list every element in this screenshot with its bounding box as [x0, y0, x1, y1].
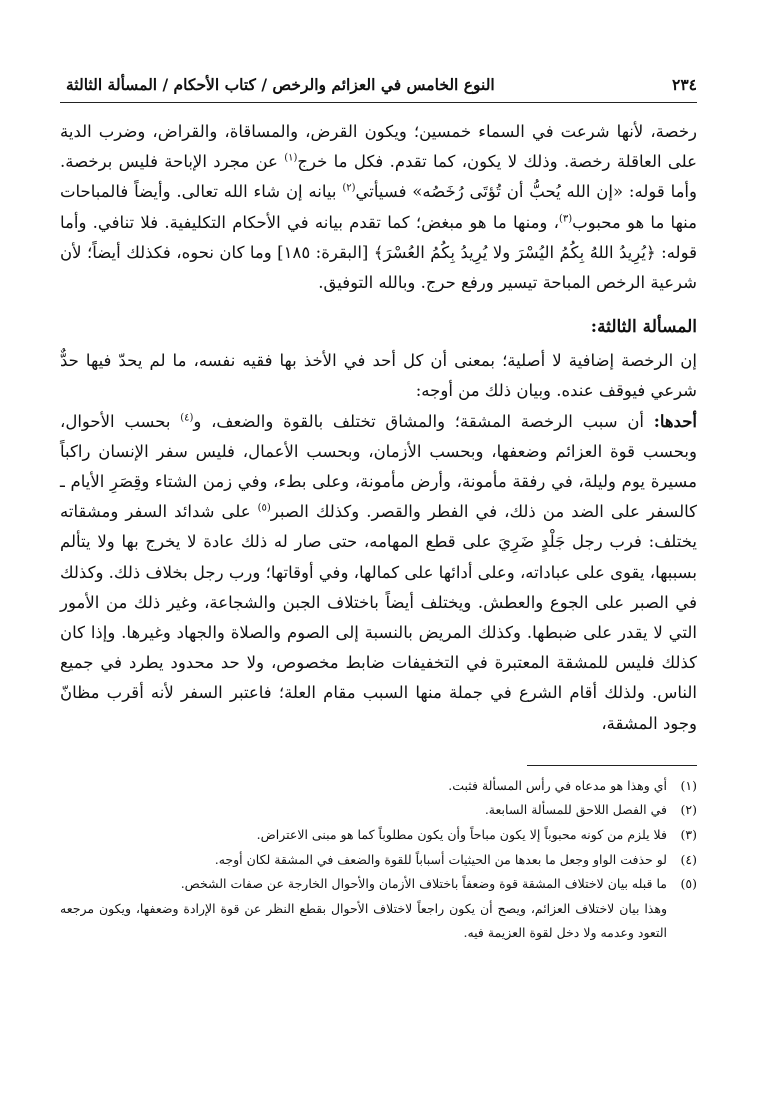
main-text — [60, 117, 697, 739]
footnote-number: (٤) — [680, 851, 697, 867]
footnote-continuation: وهذا بيان لاختلاف العزائم، ويصح أن يكون راجعاً لاختلاف الأحوال بقطع النظر عن قوة الإرادة وضعفها، ويكون مرجعه التعود وعدمه ولا دخل لقوة العزيمة فيه. — [60, 900, 667, 941]
footnote-ref-2[interactable]: (٢) — [342, 182, 356, 194]
footnote-separator — [527, 765, 697, 766]
intro-text-4: ، ومنها ما هو مبغض؛ كما تقدم بيانه في الأحكام التكليفية. فلا تنافي. وأما قوله: ﴿يُرِيدُ اللهُ بِكُمُ اليُسْرَ ولا يُرِيدُ بِكُمُ العُسْرَ﴾ [البقرة: ١٨٥] وما كان نحوه، فكذلك أيضاً؛ لأن شرعية الرخص المباحة تيسير ورفع حرج. وبالله التوفيق. — [60, 212, 697, 293]
section-paragraph-2 — [60, 407, 697, 739]
paragraph-2-text-b: بحسب الأحوال، وبحسب قوة العزائم وضعفها، وبحسب الأزمان، وبحسب الأعمال، فليس سفر الإنسان راكباً مسيرة يوم وليلة، في رفقة مأمونة، وأرض مأمونة، وعلى بطء، وفي زمن الشتاء وقِصَرِ الأيام ـ كالسفر على الضد من ذلك، في الفطر والقصر. وكذلك الصبر — [60, 411, 697, 522]
footnote-text: ما قبله بيان لاختلاف المشقة قوة وضعفاً باختلاف الأزمان والأحوال الخارجة عن صفات الشخص. — [180, 876, 667, 892]
running-title: النوع الخامس في العزائم والرخص / كتاب الأحكام / المسألة الثالثة — [66, 75, 495, 94]
footnote-item — [60, 798, 697, 823]
section-heading: المسألة الثالثة: — [590, 317, 697, 338]
footnotes — [60, 774, 697, 946]
intro-paragraph — [60, 117, 697, 298]
footnote-text: فلا يلزم من كونه محبوباً إلا يكون مباحاً وأن يكون مطلوباً كما هو مبنى الاعتراض. — [256, 827, 667, 843]
intro-text-2: عن مجرد الإباحة فليس برخصة. وأما قوله: «إن الله يُحبُّ أن تُؤتَى رُخَصُه» فسيأتي — [60, 152, 697, 202]
running-header — [60, 74, 697, 103]
footnote-number: (١) — [680, 777, 697, 793]
intro-text-3: بيانه إن شاء الله تعالى. وأيضاً فالمباحات منها ما هو محبوب — [60, 182, 697, 232]
footnote-text: أي وهذا هو مدعاه في رأس المسألة فثبت. — [448, 777, 667, 793]
footnote-item — [60, 774, 697, 799]
footnote-ref-5[interactable]: (٥) — [257, 502, 271, 514]
footnote-item — [60, 872, 697, 897]
footnote-item — [60, 823, 697, 848]
footnote-number: (٣) — [680, 827, 697, 843]
intro-text-1: رخصة، لأنها شرعت في السماء خمسين؛ ويكون القرض، والمساقاة، والقراض، وضرب الدية على العاقلة رخصة. وذلك لا يكون، كما تقدم. فكل ما خرج — [60, 122, 697, 172]
paragraph-2-text-c: على شدائد السفر ومشقاته يختلف: فرب رجل جَلْدٍ ضَرِيَ على قطع المهامه، حتى صار له ذلك عادة لا يخرج بها ولا يتألم بسببها، يقوى على عباداته، وعلى أدائها على كمالها، وفي أوقاتها؛ ورب رجل بخلاف ذلك. وكذلك في الصبر على الجوع والعطش. ويختلف أيضاً باختلاف الجبن والشجاعة، وغير ذلك من الأمور التي لا يقدر على ضبطها. وكذلك المريض بالنسبة إلى الصوم والصلاة والجهاد وغيرها. وإذا كان كذلك فليس للمشقة المعتبرة في التخفيفات ضابط مخصوص، ولا حد محدود يطرد في جميع الناس. ولذلك أقام الشرع في جملة منها السبب مقام العلة؛ فاعتبر السفر لأنه أقرب مظانّ وجود المشقة، — [60, 502, 697, 733]
paragraph-lead: أحدها: — [653, 411, 697, 431]
footnote-ref-4[interactable]: (٤) — [180, 412, 194, 424]
page-number: ٢٣٤ — [672, 75, 697, 94]
footnote-number: (٢) — [680, 802, 697, 818]
footnote-ref-3[interactable]: (٣) — [558, 213, 573, 225]
footnote-item — [60, 848, 697, 873]
paragraph-2-text-a: أن سبب الرخصة المشقة؛ والمشاق تختلف بالقوة والضعف، و — [193, 411, 654, 431]
footnote-number: (٥) — [680, 876, 697, 892]
footnote-text: لو حذفت الواو وجعل ما بعدها من الحيثيات أسباباً للقوة والضعف في المشقة لكان أوجه. — [214, 851, 667, 867]
section-paragraph-1: إن الرخصة إضافية لا أصلية؛ بمعنى أن كل أحد في الأخذ بها فقيه نفسه، ما لم يحدّ فيها حدٌّ شرعي فيوقف عنده. وبيان ذلك من أوجه: — [60, 351, 697, 401]
footnote-ref-1[interactable]: (١) — [284, 152, 298, 164]
footnote-text: في الفصل اللاحق للمسألة السابعة. — [484, 802, 667, 818]
